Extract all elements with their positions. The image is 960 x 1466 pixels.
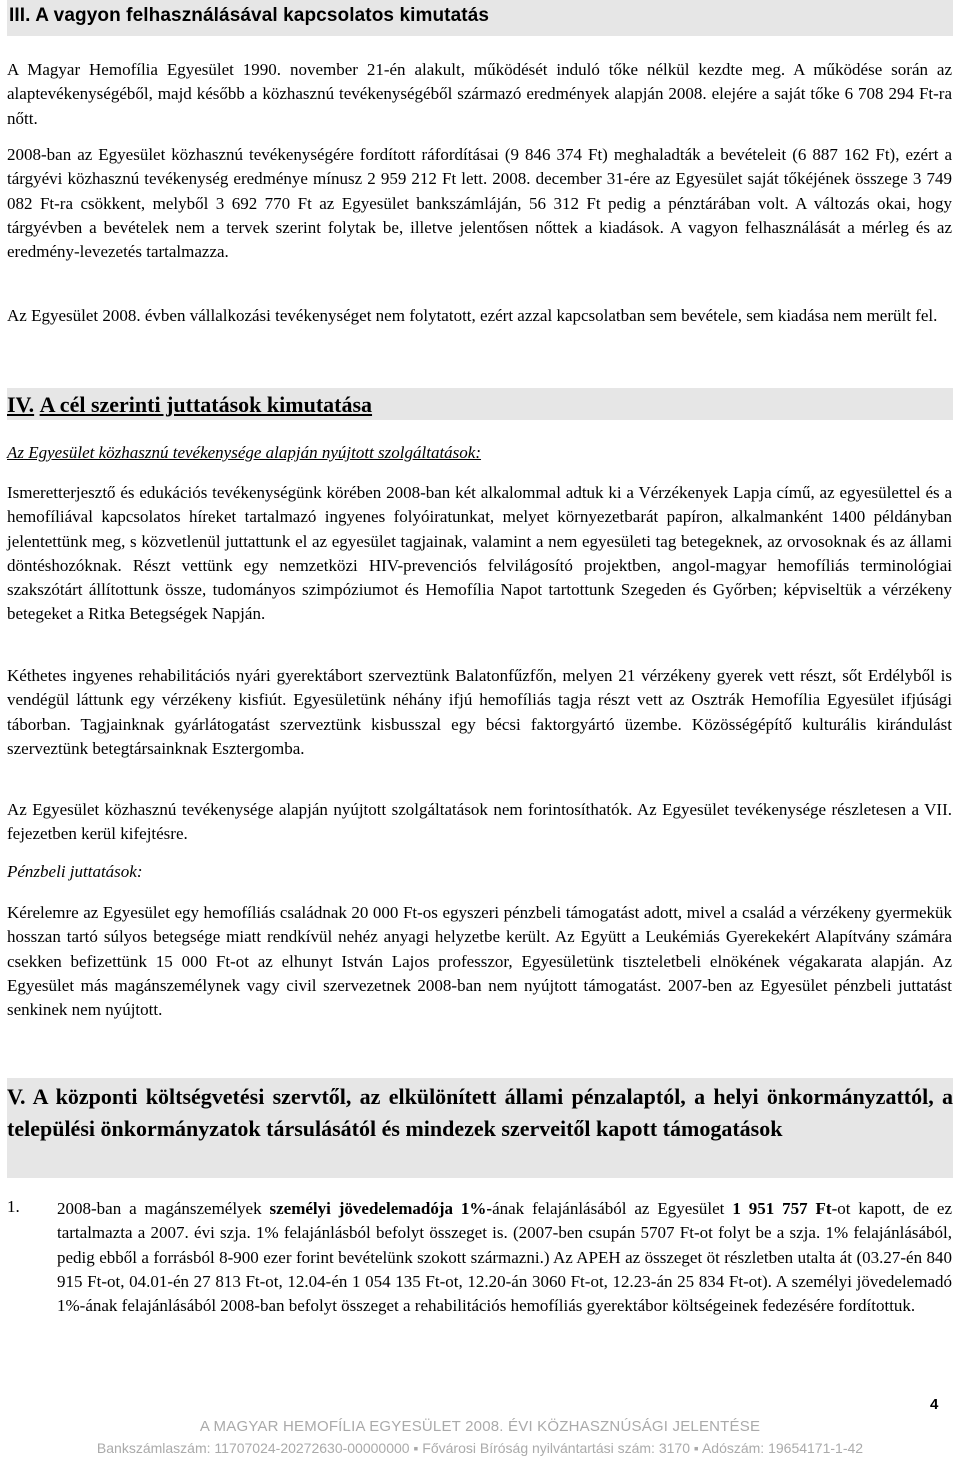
footer-title: A MAGYAR HEMOFÍLIA EGYESÜLET 2008. ÉVI KÖZHASZNÚSÁGI JELENTÉSE [199,1418,761,1435]
section-4-paragraph-2: Kéthetes ingyenes rehabilitációs nyári gyerektábort szerveztünk Balatonfűzfőn, melyen 21 vérzékeny gyerek vett részt, sőt Erdélyből is vendégül láttunk egy vérzékeny kisfiút. Egyesületünk néhány ifjú hemofíliás tagja részt vett az Osztrák Hemofília Egyesület ifjúsági táborban. Tagjainknak gyárlátogatást szerveztünk kisbusszal egy bécsi faktorgyártó üzembe. Közösségépítő kulturális kirándulást szerveztünk betegtársainknak Esztergomba. [7,666,952,758]
section-4-subtitle-services: Az Egyesület közhasznú tevékenysége alapján nyújtott szolgáltatások: [7,443,482,462]
section-3-paragraph-2: 2008-ban az Egyesület közhasznú tevékenységére fordított ráfordításai (9 846 374 Ft) meghaladták a bevételeit (6 887 162 Ft), ezért a tárgyévi közhasznú tevékenység eredménye mínusz 2 959 212 Ft lett. 2008. december 31-ére az Egyesület saját tőkéjének összege 3 749 082 Ft-ra csökkent, melyből 3 692 770 Ft az Egyesület bankszámláján, 56 312 Ft pedig a pénztárában volt. A változás okai, hogy tárgyévben a bevételek nem a tervek szerint folytak be, illetve jelentősen nőttek a kiadások. A vagyon felhasználását a mérleg és az eredmény-levezetés tartalmazza. [7,145,952,262]
section-4-heading: IV. A cél szerinti juttatások kimutatása [7,392,373,417]
section-3-paragraph-3: Az Egyesület 2008. évben vállalkozási tevékenységet nem folytatott, ezért azzal kapcsolatban sem bevétele, sem kiadása nem merült fel. [7,306,938,325]
section-3-paragraph-1: A Magyar Hemofília Egyesület 1990. november 21-én alakult, működését induló tőke nélkül kezdte meg. A működése során az alaptevékenységéből, majd később a közhasznú tevékenységéből származó eredmények alapján 2008. elejére a saját tőke 6 708 294 Ft-ra nőtt. [7,60,952,128]
list-item-number: 1. [7,1197,20,1216]
footer-info: Bankszámlaszám: 11707024-20272630-00000000 ▪ Fővárosi Bíróság nyilvántartási szám: 3170 ▪ Adószám: 19654171-1-42 [96,1440,864,1456]
section-3-heading: III. A vagyon felhasználásával kapcsolatos kimutatás [9,5,490,26]
section-4-paragraph-3: Az Egyesület közhasznú tevékenysége alapján nyújtott szolgáltatások nem forintosíthatók. Az Egyesület tevékenysége részletesen a VII. fejezetben kerül kifejtésre. [7,800,952,844]
list-item-1: 2008-ban a magánszemélyek személyi jövedelemadója 1%-ának felajánlásából az Egyesület 1 951 757 Ft-ot kapott, de ez tartalmazta a 2007. évi szja. 1% felajánlásból befolyt összeget is. (2007-ben csupán 5707 Ft-ot folyt be a szja. 1% felajánlásából, pedig ebből a forrásból 8-900 ezer forint bevételünk szokott származni.) Az APEH az összeget öt részletben utalta át (03.27-én 840 915 Ft-ot, 04.01-én 27 813 Ft-ot, 12.04-én 1 054 135 Ft-ot, 12.20-án 3060 Ft-ot, 12.23-án 25 834 Ft-ot). A személyi jövedelemadó 1%-ának felajánlásából 2008-ban befolyt összeget a rehabilitációs hemofíliás gyerektábor költségeinek fedezésére fordítottuk. [57,1199,953,1316]
section-5-heading: V. A központi költségvetési szervtől, az elkülönített állami pénzalaptól, a helyi önkormányzattól, a települési önkormányzatok társulásától és mindezek szerveitől kapott támogatások [7,1084,953,1141]
section-4-subtitle-cash: Pénzbeli juttatások: [7,862,143,881]
section-4-paragraph-4: Kérelemre az Egyesület egy hemofíliás családnak 20 000 Ft-os egyszeri pénzbeli támogatást adott, mivel a család a vérzékeny gyermekük hosszan tartó súlyos betegsége miatt rendkívül nehéz anyagi helyzetbe került. Az Együtt a Leukémiás Gyerekekért Alapítvány számára csekken befizettünk 15 000 Ft-ot az elhunyt István Lajos professzor, Egyesületünk tiszteletbeli elnökének végakarata alapján. Az Egyesület más magánszemélynek vagy civil szervezetnek 2008-ban nem nyújtott támogatást. 2007-ben az Egyesület pénzbeli juttatást senkinek nem nyújtott. [7,903,952,1020]
page-number: 4 [930,1396,939,1413]
section-4-paragraph-1: Ismeretterjesztő és edukációs tevékenységünk körében 2008-ban két alkalommal adtuk ki a Vérzékenyek Lapja című, az egyesülettel és a hemofíliával kapcsolatos híreket tartalmazó ingyenes folyóiratunkat, melyet környezetbarát papíron, alkalmanként 1400 példányban jelentettünk meg, s közvetlenül juttattunk el az egyesület tagjainak, valamint a nem egyesületi tag betegeknek, az orvosoknak és az állami döntéshozóknak. Részt vettünk egy nemzetközi HIV-prevenciós felvilágosító projektben, angol-magyar hemofíliás terminológiai szakszótárt állítottunk össze, tudományos szimpóziumot és Hemofília Napot tartottunk Szegeden és Győrben; képviseltük a vérzékeny betegeket a Ritka Betegségek Napján. [7,483,952,624]
